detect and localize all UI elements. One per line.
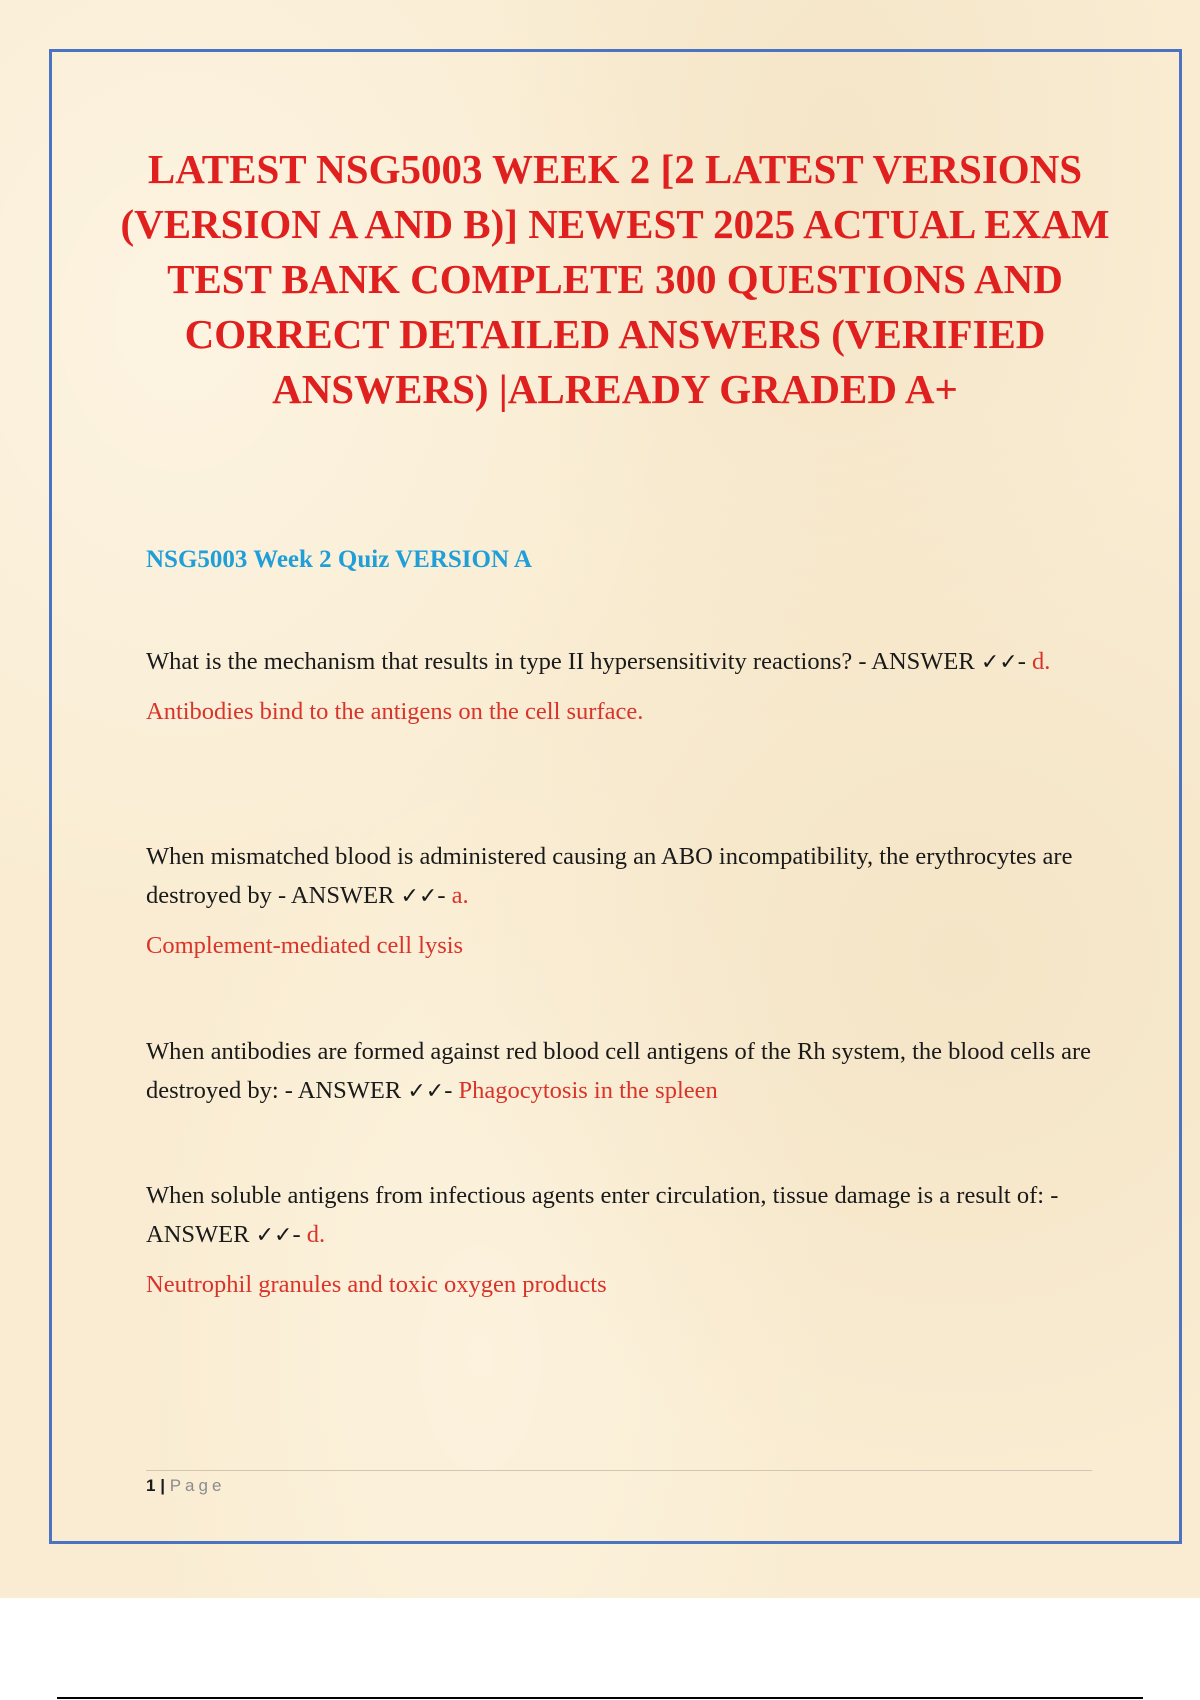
answer-inline-text: Phagocytosis in the spleen (458, 1077, 718, 1104)
page-footer (146, 1474, 225, 1498)
question-text (146, 837, 1106, 916)
answer-letter: a. (451, 882, 469, 909)
question-stem: When soluble antigens from infectious agents enter circulation, tissue damage is a result of: - ANSWER (146, 1182, 1059, 1248)
double-check-icon: ✓✓ (980, 650, 1018, 675)
answer-text: Neutrophil granules and toxic oxygen products (146, 1271, 607, 1298)
separator: - (292, 1221, 301, 1248)
document-title: LATEST NSG5003 WEEK 2 [2 LATEST VERSIONS (VERSION A AND B)] NEWEST 2025 ACTUAL EXAM TEST BANK COMPLETE 300 QUESTIONS AND CORRECT DETAILED ANSWERS (VERIFIED ANSWERS) |ALREADY GRADED A+ (120, 146, 1110, 412)
question-text (146, 1176, 1106, 1255)
answer-letter: d. (306, 1221, 326, 1248)
separator: - (437, 882, 446, 909)
double-check-icon: ✓✓ (407, 1079, 445, 1104)
footer-separator: | (160, 1476, 165, 1495)
page-label: Page (169, 1476, 226, 1495)
separator: - (1017, 648, 1026, 675)
question-text (146, 1032, 1106, 1111)
answer-text: Complement-mediated cell lysis (146, 932, 464, 959)
answer-letter: d. (1032, 648, 1051, 675)
question-stem: When antibodies are formed against red blood cell antigens of the Rh system, the blood cells are destroyed by: - ANSWER (146, 1038, 1092, 1104)
question-block-2 (146, 837, 1106, 964)
double-check-icon: ✓✓ (255, 1223, 293, 1248)
question-block-3 (146, 1032, 1106, 1111)
question-stem: When mismatched blood is administered causing an ABO incompatibility, the erythrocytes are destroyed by - ANSWER (146, 843, 1073, 909)
quiz-version-heading: NSG5003 Week 2 Quiz VERSION A (146, 546, 532, 573)
question-block-1 (146, 642, 1106, 730)
answer-text: Antibodies bind to the antigens on the cell surface. (146, 698, 644, 725)
double-check-icon: ✓✓ (400, 884, 438, 909)
question-block-4 (146, 1176, 1106, 1303)
footer-divider (146, 1470, 1092, 1471)
question-text (146, 642, 1106, 682)
separator: - (444, 1077, 453, 1104)
page-number: 1 (146, 1476, 156, 1495)
question-stem: What is the mechanism that results in type II hypersensitivity reactions? - ANSWER (146, 648, 975, 675)
bottom-divider (57, 1697, 1143, 1699)
